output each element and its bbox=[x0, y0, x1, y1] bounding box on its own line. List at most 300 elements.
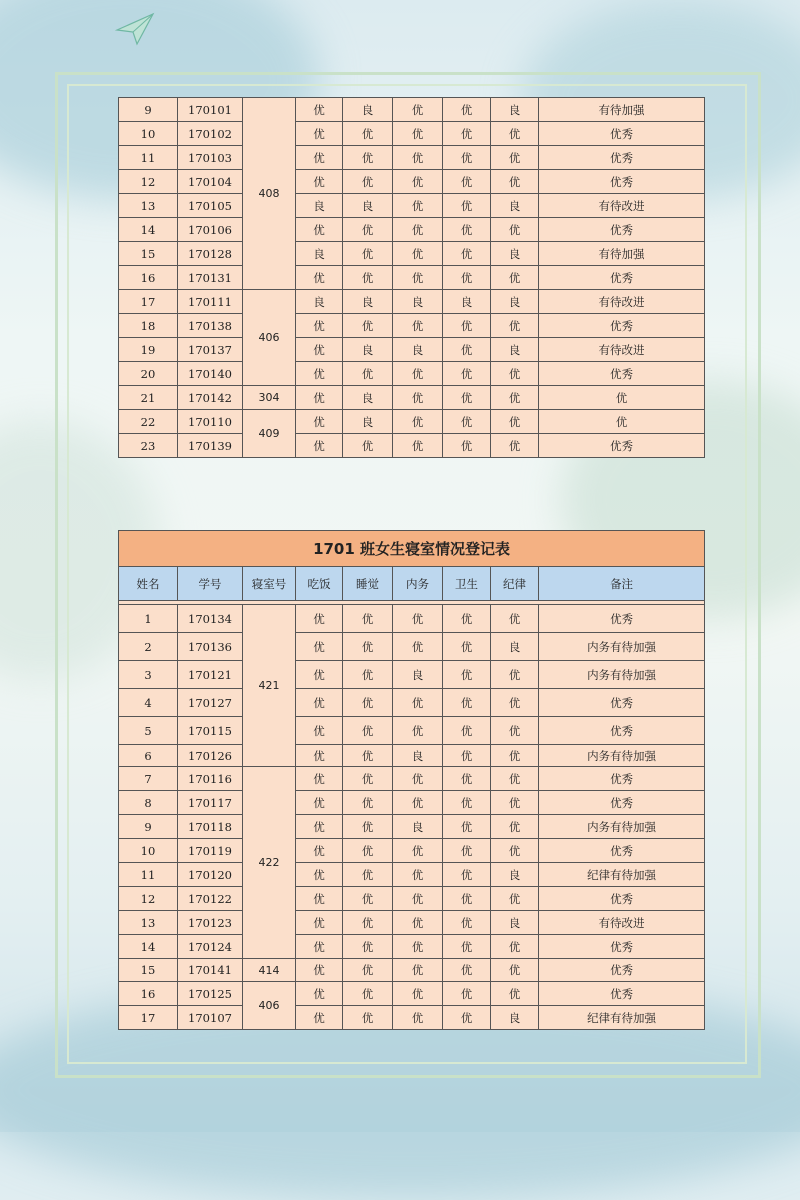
housekeeping-grade: 优 bbox=[393, 1006, 443, 1030]
student-id: 170111 bbox=[178, 290, 243, 314]
table-row bbox=[119, 689, 705, 717]
remark: 优 bbox=[539, 386, 705, 410]
eating-grade: 优 bbox=[296, 815, 343, 839]
table-row bbox=[119, 959, 705, 982]
discipline-grade: 良 bbox=[491, 911, 539, 935]
table-row bbox=[119, 605, 705, 633]
hygiene-grade: 优 bbox=[443, 98, 491, 122]
housekeeping-grade: 优 bbox=[393, 633, 443, 661]
hygiene-grade: 优 bbox=[443, 242, 491, 266]
student-id: 170128 bbox=[178, 242, 243, 266]
table-row bbox=[119, 314, 705, 338]
row-number: 16 bbox=[119, 982, 178, 1006]
student-id: 170137 bbox=[178, 338, 243, 362]
remark: 优秀 bbox=[539, 982, 705, 1006]
room-number: 406 bbox=[243, 290, 296, 386]
hygiene-grade: 优 bbox=[443, 218, 491, 242]
student-id: 170131 bbox=[178, 266, 243, 290]
student-id: 170125 bbox=[178, 982, 243, 1006]
room-number: 409 bbox=[243, 410, 296, 458]
row-number: 19 bbox=[119, 338, 178, 362]
hygiene-grade: 优 bbox=[443, 434, 491, 458]
room-number: 421 bbox=[243, 605, 296, 767]
eating-grade: 优 bbox=[296, 266, 343, 290]
row-number: 14 bbox=[119, 935, 178, 959]
eating-grade: 优 bbox=[296, 935, 343, 959]
student-id: 170110 bbox=[178, 410, 243, 434]
remark: 优秀 bbox=[539, 935, 705, 959]
table-row bbox=[119, 633, 705, 661]
remark: 有待加强 bbox=[539, 242, 705, 266]
row-number: 23 bbox=[119, 434, 178, 458]
table-row bbox=[119, 338, 705, 362]
hygiene-grade: 优 bbox=[443, 745, 491, 767]
eating-grade: 良 bbox=[296, 242, 343, 266]
eating-grade: 优 bbox=[296, 1006, 343, 1030]
discipline-grade: 优 bbox=[491, 767, 539, 791]
student-id: 170116 bbox=[178, 767, 243, 791]
table-row bbox=[119, 815, 705, 839]
sleeping-grade: 优 bbox=[343, 146, 393, 170]
hygiene-grade: 优 bbox=[443, 146, 491, 170]
row-number: 11 bbox=[119, 863, 178, 887]
discipline-grade: 优 bbox=[491, 815, 539, 839]
table-row bbox=[119, 661, 705, 689]
hygiene-grade: 优 bbox=[443, 266, 491, 290]
table-row bbox=[119, 170, 705, 194]
housekeeping-grade: 优 bbox=[393, 911, 443, 935]
sleeping-grade: 良 bbox=[343, 98, 393, 122]
remark: 有待改进 bbox=[539, 911, 705, 935]
student-id: 170134 bbox=[178, 605, 243, 633]
sleeping-grade: 优 bbox=[343, 266, 393, 290]
sleeping-grade: 良 bbox=[343, 338, 393, 362]
eating-grade: 优 bbox=[296, 689, 343, 717]
sleeping-grade: 优 bbox=[343, 314, 393, 338]
hygiene-grade: 优 bbox=[443, 314, 491, 338]
housekeeping-grade: 优 bbox=[393, 386, 443, 410]
row-number: 9 bbox=[119, 98, 178, 122]
remark: 优秀 bbox=[539, 717, 705, 745]
housekeeping-grade: 优 bbox=[393, 362, 443, 386]
sleeping-grade: 优 bbox=[343, 863, 393, 887]
row-number: 12 bbox=[119, 170, 178, 194]
sleeping-grade: 优 bbox=[343, 791, 393, 815]
discipline-grade: 优 bbox=[491, 170, 539, 194]
row-number: 4 bbox=[119, 689, 178, 717]
eating-grade: 优 bbox=[296, 767, 343, 791]
row-number: 18 bbox=[119, 314, 178, 338]
eating-grade: 优 bbox=[296, 887, 343, 911]
eating-grade: 优 bbox=[296, 605, 343, 633]
student-id: 170104 bbox=[178, 170, 243, 194]
discipline-grade: 优 bbox=[491, 982, 539, 1006]
discipline-grade: 优 bbox=[491, 146, 539, 170]
eating-grade: 优 bbox=[296, 218, 343, 242]
column-header: 睡觉 bbox=[343, 567, 393, 601]
student-id: 170126 bbox=[178, 745, 243, 767]
hygiene-grade: 优 bbox=[443, 982, 491, 1006]
discipline-grade: 良 bbox=[491, 290, 539, 314]
table-row bbox=[119, 935, 705, 959]
discipline-grade: 优 bbox=[491, 410, 539, 434]
sleeping-grade: 优 bbox=[343, 170, 393, 194]
housekeeping-grade: 良 bbox=[393, 661, 443, 689]
student-id: 170122 bbox=[178, 887, 243, 911]
column-header: 纪律 bbox=[491, 567, 539, 601]
table-row bbox=[119, 887, 705, 911]
table-row bbox=[119, 194, 705, 218]
hygiene-grade: 优 bbox=[443, 935, 491, 959]
discipline-grade: 良 bbox=[491, 633, 539, 661]
discipline-grade: 优 bbox=[491, 386, 539, 410]
sleeping-grade: 优 bbox=[343, 633, 393, 661]
housekeeping-grade: 优 bbox=[393, 122, 443, 146]
discipline-grade: 良 bbox=[491, 1006, 539, 1030]
hygiene-grade: 优 bbox=[443, 661, 491, 689]
housekeeping-grade: 优 bbox=[393, 170, 443, 194]
student-id: 170119 bbox=[178, 839, 243, 863]
eating-grade: 优 bbox=[296, 98, 343, 122]
hygiene-grade: 优 bbox=[443, 887, 491, 911]
hygiene-grade: 优 bbox=[443, 911, 491, 935]
row-number: 15 bbox=[119, 959, 178, 982]
discipline-grade: 优 bbox=[491, 959, 539, 982]
discipline-grade: 优 bbox=[491, 661, 539, 689]
sleeping-grade: 优 bbox=[343, 935, 393, 959]
discipline-grade: 优 bbox=[491, 362, 539, 386]
hygiene-grade: 优 bbox=[443, 815, 491, 839]
student-id: 170118 bbox=[178, 815, 243, 839]
hygiene-grade: 优 bbox=[443, 386, 491, 410]
hygiene-grade: 良 bbox=[443, 290, 491, 314]
hygiene-grade: 优 bbox=[443, 194, 491, 218]
remark: 优秀 bbox=[539, 887, 705, 911]
student-id: 170107 bbox=[178, 1006, 243, 1030]
student-id: 170120 bbox=[178, 863, 243, 887]
student-id: 170123 bbox=[178, 911, 243, 935]
discipline-grade: 优 bbox=[491, 689, 539, 717]
sleeping-grade: 优 bbox=[343, 661, 393, 689]
eating-grade: 优 bbox=[296, 661, 343, 689]
housekeeping-grade: 良 bbox=[393, 745, 443, 767]
housekeeping-grade: 优 bbox=[393, 605, 443, 633]
housekeeping-grade: 优 bbox=[393, 689, 443, 717]
housekeeping-grade: 优 bbox=[393, 146, 443, 170]
hygiene-grade: 优 bbox=[443, 170, 491, 194]
remark: 优秀 bbox=[539, 314, 705, 338]
remark: 优秀 bbox=[539, 434, 705, 458]
discipline-grade: 良 bbox=[491, 242, 539, 266]
row-number: 21 bbox=[119, 386, 178, 410]
column-header: 学号 bbox=[178, 567, 243, 601]
table-row bbox=[119, 717, 705, 745]
discipline-grade: 优 bbox=[491, 314, 539, 338]
hygiene-grade: 优 bbox=[443, 767, 491, 791]
paper-plane-icon bbox=[115, 8, 155, 48]
remark: 有待改进 bbox=[539, 338, 705, 362]
housekeeping-grade: 优 bbox=[393, 218, 443, 242]
remark: 优秀 bbox=[539, 122, 705, 146]
housekeeping-grade: 良 bbox=[393, 815, 443, 839]
remark: 有待改进 bbox=[539, 194, 705, 218]
remark: 优秀 bbox=[539, 362, 705, 386]
sleeping-grade: 优 bbox=[343, 887, 393, 911]
discipline-grade: 优 bbox=[491, 887, 539, 911]
row-number: 13 bbox=[119, 194, 178, 218]
eating-grade: 优 bbox=[296, 633, 343, 661]
room-number: 408 bbox=[243, 98, 296, 290]
row-number: 6 bbox=[119, 745, 178, 767]
sleeping-grade: 良 bbox=[343, 410, 393, 434]
table-row bbox=[119, 362, 705, 386]
sleeping-grade: 优 bbox=[343, 218, 393, 242]
table-row bbox=[119, 410, 705, 434]
student-id: 170136 bbox=[178, 633, 243, 661]
table-row bbox=[119, 434, 705, 458]
table-boys-continued bbox=[118, 97, 705, 458]
discipline-grade: 良 bbox=[491, 98, 539, 122]
column-header: 内务 bbox=[393, 567, 443, 601]
remark: 优秀 bbox=[539, 170, 705, 194]
sleeping-grade: 优 bbox=[343, 362, 393, 386]
row-number: 15 bbox=[119, 242, 178, 266]
sleeping-grade: 优 bbox=[343, 982, 393, 1006]
discipline-grade: 优 bbox=[491, 745, 539, 767]
housekeeping-grade: 优 bbox=[393, 194, 443, 218]
sleeping-grade: 优 bbox=[343, 242, 393, 266]
eating-grade: 优 bbox=[296, 982, 343, 1006]
column-header: 寝室号 bbox=[243, 567, 296, 601]
student-id: 170102 bbox=[178, 122, 243, 146]
eating-grade: 优 bbox=[296, 717, 343, 745]
sleeping-grade: 优 bbox=[343, 434, 393, 458]
hygiene-grade: 优 bbox=[443, 959, 491, 982]
discipline-grade: 优 bbox=[491, 218, 539, 242]
sleeping-grade: 优 bbox=[343, 815, 393, 839]
eating-grade: 优 bbox=[296, 745, 343, 767]
sleeping-grade: 优 bbox=[343, 767, 393, 791]
discipline-grade: 优 bbox=[491, 791, 539, 815]
table-row bbox=[119, 98, 705, 122]
remark: 优 bbox=[539, 410, 705, 434]
housekeeping-grade: 优 bbox=[393, 863, 443, 887]
remark: 优秀 bbox=[539, 959, 705, 982]
housekeeping-grade: 优 bbox=[393, 791, 443, 815]
hygiene-grade: 优 bbox=[443, 122, 491, 146]
sleeping-grade: 优 bbox=[343, 1006, 393, 1030]
housekeeping-grade: 优 bbox=[393, 767, 443, 791]
housekeeping-grade: 优 bbox=[393, 839, 443, 863]
student-id: 170124 bbox=[178, 935, 243, 959]
discipline-grade: 良 bbox=[491, 194, 539, 218]
student-id: 170101 bbox=[178, 98, 243, 122]
housekeeping-grade: 优 bbox=[393, 242, 443, 266]
row-number: 20 bbox=[119, 362, 178, 386]
hygiene-grade: 优 bbox=[443, 410, 491, 434]
column-header: 备注 bbox=[539, 567, 705, 601]
discipline-grade: 优 bbox=[491, 935, 539, 959]
housekeeping-grade: 优 bbox=[393, 314, 443, 338]
table-row bbox=[119, 266, 705, 290]
hygiene-grade: 优 bbox=[443, 1006, 491, 1030]
student-id: 170117 bbox=[178, 791, 243, 815]
table-row bbox=[119, 386, 705, 410]
housekeeping-grade: 优 bbox=[393, 717, 443, 745]
sleeping-grade: 优 bbox=[343, 959, 393, 982]
student-id: 170141 bbox=[178, 959, 243, 982]
remark: 有待改进 bbox=[539, 290, 705, 314]
row-number: 12 bbox=[119, 887, 178, 911]
remark: 优秀 bbox=[539, 791, 705, 815]
sleeping-grade: 良 bbox=[343, 290, 393, 314]
table-row bbox=[119, 242, 705, 266]
table-row bbox=[119, 290, 705, 314]
housekeeping-grade: 优 bbox=[393, 982, 443, 1006]
sleeping-grade: 优 bbox=[343, 911, 393, 935]
remark: 有待加强 bbox=[539, 98, 705, 122]
row-number: 17 bbox=[119, 290, 178, 314]
hygiene-grade: 优 bbox=[443, 863, 491, 887]
remark: 优秀 bbox=[539, 605, 705, 633]
row-number: 14 bbox=[119, 218, 178, 242]
eating-grade: 优 bbox=[296, 314, 343, 338]
student-id: 170106 bbox=[178, 218, 243, 242]
hygiene-grade: 优 bbox=[443, 362, 491, 386]
hygiene-grade: 优 bbox=[443, 717, 491, 745]
sleeping-grade: 优 bbox=[343, 745, 393, 767]
table-row bbox=[119, 767, 705, 791]
eating-grade: 优 bbox=[296, 170, 343, 194]
row-number: 5 bbox=[119, 717, 178, 745]
row-number: 11 bbox=[119, 146, 178, 170]
eating-grade: 优 bbox=[296, 122, 343, 146]
row-number: 3 bbox=[119, 661, 178, 689]
eating-grade: 良 bbox=[296, 290, 343, 314]
discipline-grade: 良 bbox=[491, 863, 539, 887]
eating-grade: 优 bbox=[296, 911, 343, 935]
student-id: 170103 bbox=[178, 146, 243, 170]
hygiene-grade: 优 bbox=[443, 633, 491, 661]
table-row bbox=[119, 863, 705, 887]
student-id: 170121 bbox=[178, 661, 243, 689]
column-header: 卫生 bbox=[443, 567, 491, 601]
discipline-grade: 优 bbox=[491, 122, 539, 146]
eating-grade: 优 bbox=[296, 338, 343, 362]
remark: 优秀 bbox=[539, 146, 705, 170]
remark: 内务有待加强 bbox=[539, 661, 705, 689]
room-number: 304 bbox=[243, 386, 296, 410]
student-id: 170139 bbox=[178, 434, 243, 458]
table-row bbox=[119, 122, 705, 146]
row-number: 1 bbox=[119, 605, 178, 633]
remark: 优秀 bbox=[539, 266, 705, 290]
sleeping-grade: 良 bbox=[343, 194, 393, 218]
hygiene-grade: 优 bbox=[443, 839, 491, 863]
remark: 内务有待加强 bbox=[539, 633, 705, 661]
sleeping-grade: 优 bbox=[343, 689, 393, 717]
eating-grade: 优 bbox=[296, 959, 343, 982]
student-id: 170142 bbox=[178, 386, 243, 410]
hygiene-grade: 优 bbox=[443, 791, 491, 815]
table-row bbox=[119, 911, 705, 935]
row-number: 17 bbox=[119, 1006, 178, 1030]
housekeeping-grade: 优 bbox=[393, 410, 443, 434]
hygiene-grade: 优 bbox=[443, 689, 491, 717]
eating-grade: 优 bbox=[296, 434, 343, 458]
remark: 优秀 bbox=[539, 689, 705, 717]
discipline-grade: 良 bbox=[491, 338, 539, 362]
remark: 纪律有待加强 bbox=[539, 863, 705, 887]
hygiene-grade: 优 bbox=[443, 605, 491, 633]
table-row bbox=[119, 839, 705, 863]
table-row bbox=[119, 218, 705, 242]
discipline-grade: 优 bbox=[491, 605, 539, 633]
eating-grade: 优 bbox=[296, 791, 343, 815]
table-row bbox=[119, 146, 705, 170]
eating-grade: 优 bbox=[296, 410, 343, 434]
row-number: 8 bbox=[119, 791, 178, 815]
sleeping-grade: 优 bbox=[343, 839, 393, 863]
housekeeping-grade: 优 bbox=[393, 98, 443, 122]
hygiene-grade: 优 bbox=[443, 338, 491, 362]
row-number: 13 bbox=[119, 911, 178, 935]
row-number: 9 bbox=[119, 815, 178, 839]
column-header: 姓名 bbox=[119, 567, 178, 601]
housekeeping-grade: 优 bbox=[393, 266, 443, 290]
discipline-grade: 优 bbox=[491, 839, 539, 863]
discipline-grade: 优 bbox=[491, 266, 539, 290]
row-number: 10 bbox=[119, 839, 178, 863]
remark: 内务有待加强 bbox=[539, 815, 705, 839]
table-row bbox=[119, 1006, 705, 1030]
room-number: 414 bbox=[243, 959, 296, 982]
housekeeping-grade: 良 bbox=[393, 338, 443, 362]
table-girls-dorm bbox=[118, 530, 705, 1030]
eating-grade: 优 bbox=[296, 386, 343, 410]
remark: 纪律有待加强 bbox=[539, 1006, 705, 1030]
student-id: 170105 bbox=[178, 194, 243, 218]
sleeping-grade: 良 bbox=[343, 386, 393, 410]
row-number: 2 bbox=[119, 633, 178, 661]
student-id: 170140 bbox=[178, 362, 243, 386]
remark: 优秀 bbox=[539, 839, 705, 863]
eating-grade: 优 bbox=[296, 839, 343, 863]
student-id: 170127 bbox=[178, 689, 243, 717]
column-header: 吃饭 bbox=[296, 567, 343, 601]
remark: 优秀 bbox=[539, 767, 705, 791]
eating-grade: 优 bbox=[296, 362, 343, 386]
remark: 优秀 bbox=[539, 218, 705, 242]
eating-grade: 良 bbox=[296, 194, 343, 218]
row-number: 10 bbox=[119, 122, 178, 146]
row-number: 22 bbox=[119, 410, 178, 434]
row-number: 7 bbox=[119, 767, 178, 791]
eating-grade: 优 bbox=[296, 863, 343, 887]
housekeeping-grade: 良 bbox=[393, 290, 443, 314]
housekeeping-grade: 优 bbox=[393, 959, 443, 982]
table-row bbox=[119, 982, 705, 1006]
discipline-grade: 优 bbox=[491, 434, 539, 458]
housekeeping-grade: 优 bbox=[393, 434, 443, 458]
sleeping-grade: 优 bbox=[343, 717, 393, 745]
sleeping-grade: 优 bbox=[343, 605, 393, 633]
table-row bbox=[119, 791, 705, 815]
student-id: 170138 bbox=[178, 314, 243, 338]
discipline-grade: 优 bbox=[491, 717, 539, 745]
housekeeping-grade: 优 bbox=[393, 887, 443, 911]
remark: 内务有待加强 bbox=[539, 745, 705, 767]
